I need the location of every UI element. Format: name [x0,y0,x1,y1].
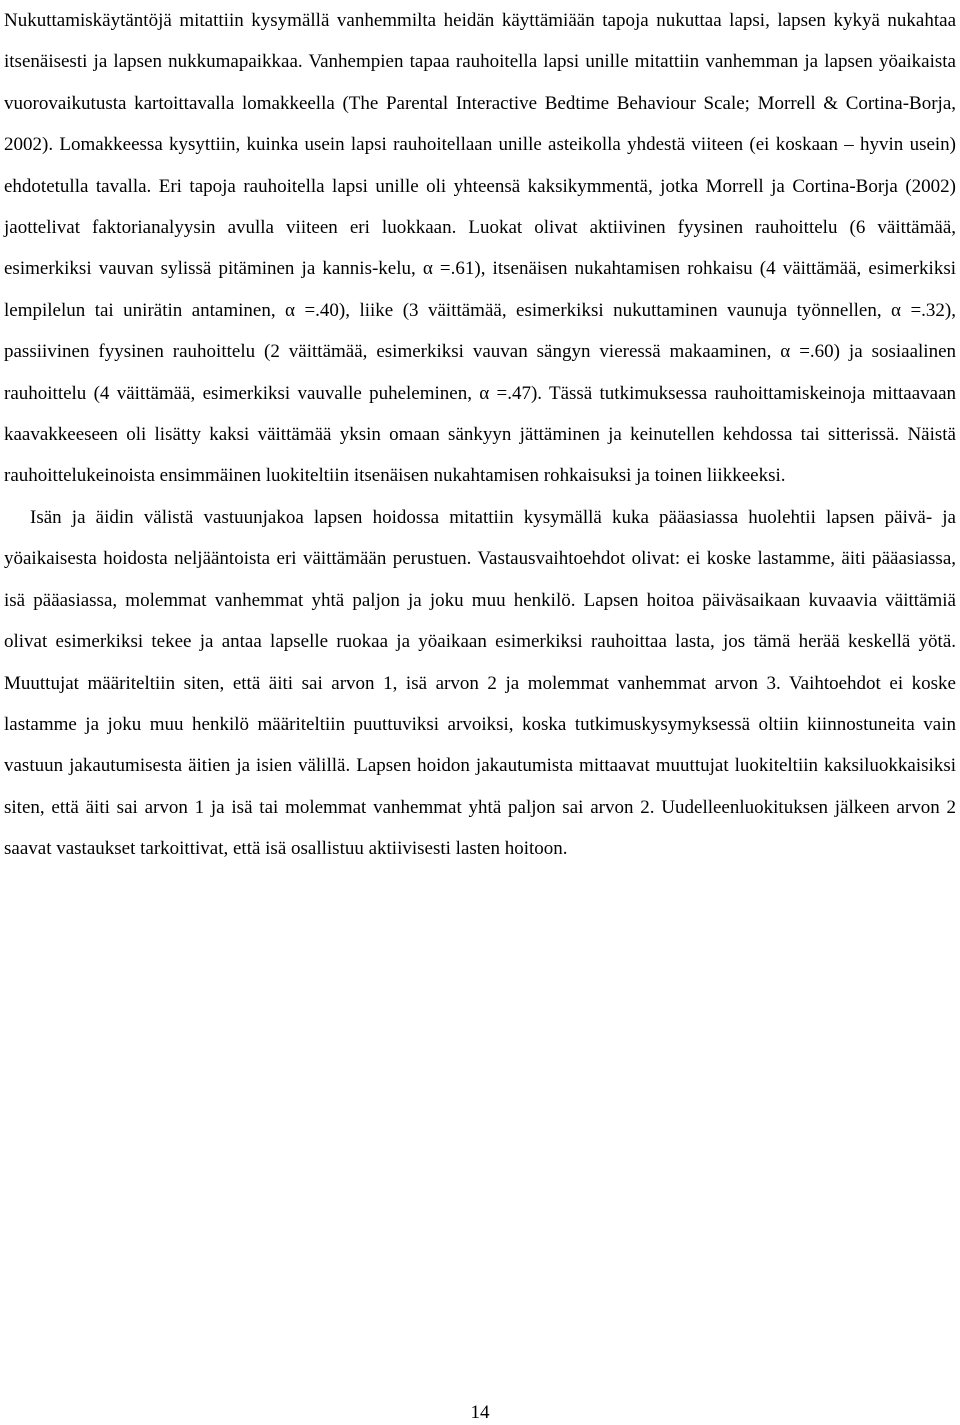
paragraph-1: Nukuttamiskäytäntöjä mitattiin kysymällä vanhemmilta heidän käyttämiään tapoja nukuttaa lapsi, lapsen kykyä nukahtaa itsenäisesti ja lapsen nukkumapaikkaa. Vanhempien tapaa rauhoitella lapsi unille mitattiin vanhemman ja lapsen yöaikaista vuorovaikutusta kartoittavalla lomakkeella (The Parental Interactive Bedtime Behaviour Scale; Morrell & Cortina-Borja, 2002). Lomakkeessa kysyttiin, kuinka usein lapsi rauhoitellaan unille asteikolla yhdestä viiteen (ei koskaan – hyvin usein) ehdotetulla tavalla. Eri tapoja rauhoitella lapsi unille oli yhteensä kaksikymmentä, jotka Morrell ja Cortina-Borja (2002) jaottelivat faktorianalyysin avulla viiteen eri luokkaan. Luokat olivat aktiivinen fyysinen rauhoittelu (6 väittämää, esimerkiksi vauvan sylissä pitäminen ja kannis-kelu, α =.61), itsenäisen nukahtamisen rohkaisu (4 väittämää, esimerkiksi lempilelun tai unirätin antaminen, α =.40), liike (3 väittämää, esimerkiksi nukuttaminen vaunuja työnnellen, α =.32), passiivinen fyysinen rauhoittelu (2 väittämää, esimerkiksi vauvan sängyn vieressä makaaminen, α =.60) ja sosiaalinen rauhoittelu (4 väittämää, esimerkiksi vauvalle puheleminen, α =.47). Tässä tutkimuksessa rauhoittamiskeinoja mittaavaan kaavakkeeseen oli lisätty kaksi väittämää yksin omaan sänkyyn jättäminen ja keinutellen kehdossa tai sitterissä. Näistä rauhoittelukeinoista ensimmäinen luokiteltiin itsenäisen nukahtamisen rohkaisuksi ja toinen liikkeeksi. [4,10,956,487]
paragraph-2: Isän ja äidin välistä vastuunjakoa lapsen hoidossa mitattiin kysymällä kuka pääasiassa huolehtii lapsen päivä- ja yöaikaisesta hoidosta neljääntoista eri väittämään perustuen. Vastausvaihtoehdot olivat: ei koske lastamme, äiti pääasiassa, isä pääasiassa, molemmat vanhemmat yhtä paljon ja joku muu henkilö. Lapsen hoitoa päiväsaikaan kuvaavia väittämiä olivat esimerkiksi tekee ja antaa lapselle ruokaa ja yöaikaan esimerkiksi rauhoittaa lasta, jos tämä herää keskellä yötä. Muuttujat määriteltiin siten, että äiti sai arvon 1, isä arvon 2 ja molemmat vanhemmat arvon 3. Vaihtoehdot ei koske lastamme ja joku muu henkilö määriteltiin puuttuviksi arvoiksi, koska tutkimuskysymyksessä oltiin kiinnostuneita vain vastuun jakautumisesta äitien ja isien välillä. Lapsen hoidon jakautumista mittaavat muuttujat luokiteltiin kaksiluokkaisiksi siten, että äiti sai arvon 1 ja isä tai molemmat vanhemmat yhtä paljon sai arvon 2. Uudelleenluokituksen jälkeen arvon 2 saavat vastaukset tarkoittivat, että isä osallistuu aktiivisesti lasten hoitoon. [4,506,956,860]
page-body [4,0,956,870]
page-number: 14 [470,1402,490,1423]
